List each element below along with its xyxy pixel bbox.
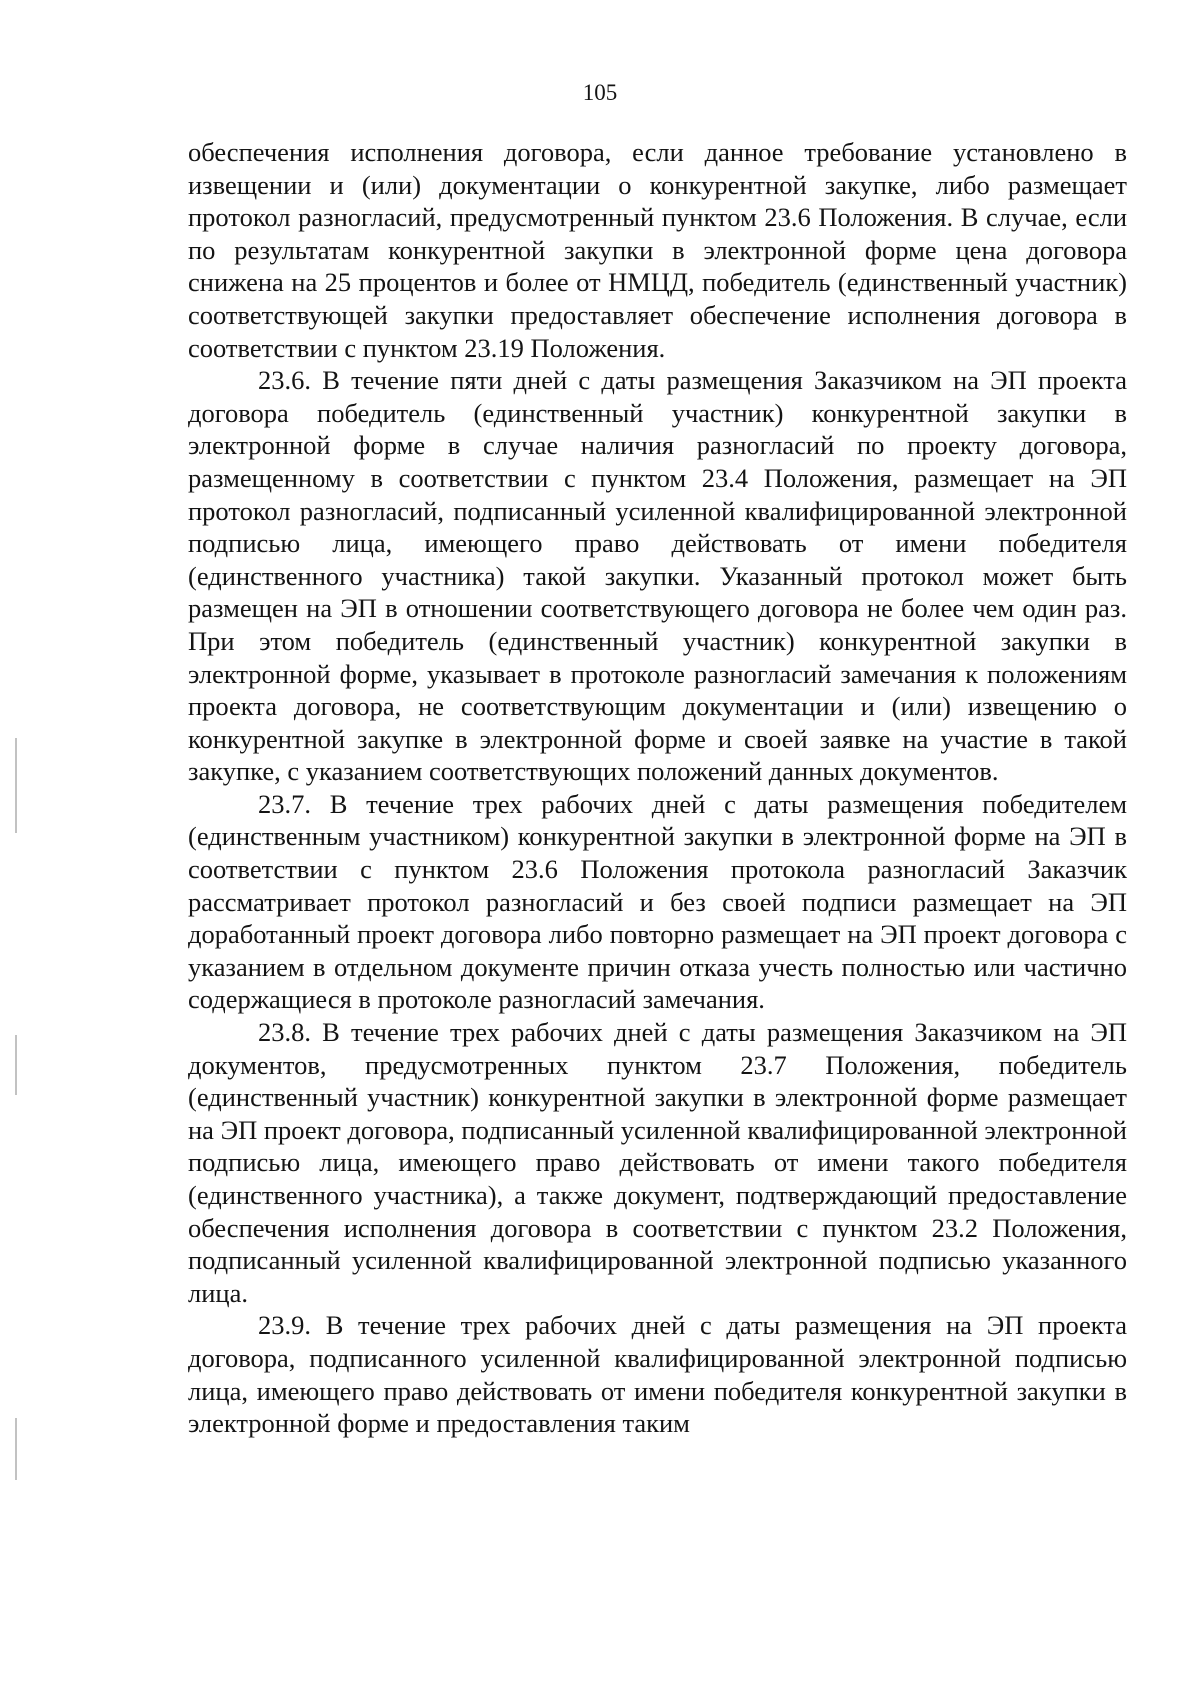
paragraph-23-9: 23.9. В течение трех рабочих дней с даты размещения на ЭП проекта договора, подписанного усиленной квалифицированной электронной подписью лица, имеющего право действовать от имени победителя конкурентной закупки в электронной форме и предоставления таким: [188, 1310, 1127, 1439]
document-body: [188, 136, 1127, 1440]
paragraph-23-6: 23.6. В течение пяти дней с даты размещения Заказчиком на ЭП проекта договора победитель (единственный участник) конкурентной закупки в электронной форме в случае наличия разногласий по проекту договора, размещенному в соответствии с пунктом 23.4 Положения, размещает на ЭП протокол разногласий, подписанный усиленной квалифицированной электронной подписью лица, имеющего право действовать от имени победителя (единственного участника) такой закупки. Указанный протокол может быть размещен на ЭП в отношении соответствующего договора не более чем один раз. При этом победитель (единственный участник) конкурентной закупки в электронной форме, указывает в протоколе разногласий замечания к положениям проекта договора, не соответствующим документации и (или) извещению о конкурентной закупке в электронной форме и своей заявке на участие в такой закупке, с указанием соответствующих положений данных документов.: [188, 365, 1127, 787]
page-number: 105: [582, 80, 618, 105]
paragraph-23-7: 23.7. В течение трех рабочих дней с даты размещения победителем (единственным участником) конкурентной закупки в электронной форме на ЭП в соответствии с пунктом 23.6 Положения протокола разногласий Заказчик рассматривает протокол разногласий и без своей подписи размещает на ЭП доработанный проект договора либо повторно размещает на ЭП проект договора с указанием в отдельном документе причин отказа учесть полностью или частично содержащиеся в протоколе разногласий замечания.: [188, 788, 1127, 1015]
scan-edge-mark: [15, 1418, 17, 1480]
paragraph-23-8: 23.8. В течение трех рабочих дней с даты размещения Заказчиком на ЭП документов, предусмотренных пунктом 23.7 Положения, победитель (единственный участник) конкурентной закупки в электронной форме размещает на ЭП проект договора, подписанный усиленной квалифицированной электронной подписью лица, имеющего право действовать от имени такого победителя (единственного участника), а также документ, подтверждающий предоставление обеспечения исполнения договора в соответствии с пунктом 23.2 Положения, подписанный усиленной квалифицированной электронной подписью указанного лица.: [188, 1017, 1127, 1308]
scan-edge-mark: [15, 738, 17, 833]
scan-edge-mark: [15, 1035, 17, 1095]
paragraph-continuation: обеспечения исполнения договора, если данное требование установлено в извещении и (или) документации о конкурентной закупке, либо размещает протокол разногласий, предусмотренный пунктом 23.6 Положения. В случае, если по результатам конкурентной закупки в электронной форме цена договора снижена на 25 процентов и более от НМЦД, победитель (единственный участник) соответствующей закупки предоставляет обеспечение исполнения договора в соответствии с пунктом 23.19 Положения.: [188, 137, 1127, 363]
